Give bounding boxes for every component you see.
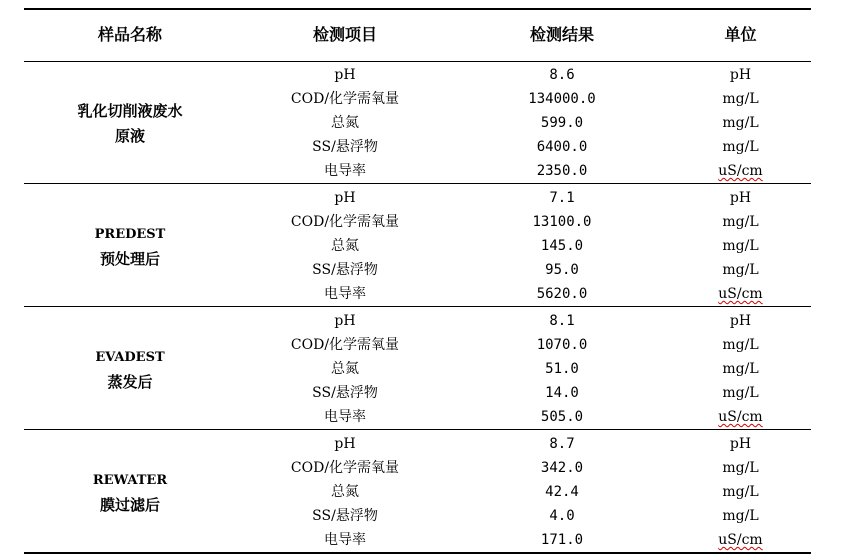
test-item: SS/悬浮物 bbox=[312, 385, 378, 401]
unit-cell bbox=[670, 405, 811, 429]
test-result: 171.0 bbox=[540, 532, 584, 548]
test-result: 599.0 bbox=[540, 115, 584, 131]
test-result: 13100.0 bbox=[532, 214, 592, 230]
test-result: 145.0 bbox=[540, 238, 584, 254]
unit: uS/cm bbox=[718, 409, 763, 425]
test-result: 2350.0 bbox=[536, 163, 588, 179]
test-item: SS/悬浮物 bbox=[312, 262, 378, 278]
test-result: 8.7 bbox=[549, 436, 575, 452]
test-result: 505.0 bbox=[540, 409, 584, 425]
test-result: 134000.0 bbox=[528, 91, 596, 107]
test-result: 1070.0 bbox=[536, 337, 588, 353]
sample-group bbox=[24, 309, 811, 429]
test-item: 总氮 bbox=[331, 484, 359, 500]
sample-name-line1: EVADEST bbox=[95, 350, 165, 365]
test-result: 51.0 bbox=[545, 361, 579, 377]
unit: mg/L bbox=[722, 262, 759, 278]
sample-name bbox=[24, 222, 236, 272]
sample-name-line2: 蒸发后 bbox=[107, 373, 153, 391]
test-result: 4.0 bbox=[549, 508, 575, 524]
test-item: 电导率 bbox=[324, 409, 366, 425]
unit: mg/L bbox=[722, 214, 759, 230]
test-item: SS/悬浮物 bbox=[312, 139, 378, 155]
test-result: 5620.0 bbox=[536, 286, 588, 302]
sample-name-line2: 原液 bbox=[114, 127, 145, 145]
test-result: 6400.0 bbox=[536, 139, 588, 155]
test-item: 电导率 bbox=[324, 163, 366, 179]
test-result: 8.1 bbox=[549, 313, 575, 329]
header-sample-name: 样品名称 bbox=[97, 25, 162, 44]
unit: mg/L bbox=[722, 91, 759, 107]
sample-name-line2: 膜过滤后 bbox=[99, 496, 160, 514]
header-unit: 单位 bbox=[724, 25, 757, 44]
unit: uS/cm bbox=[718, 286, 763, 302]
unit: pH bbox=[729, 436, 752, 452]
test-item: pH bbox=[334, 190, 356, 206]
header-rule bbox=[24, 61, 811, 62]
unit: mg/L bbox=[722, 484, 759, 500]
test-item: pH bbox=[334, 67, 356, 83]
test-item: pH bbox=[334, 436, 356, 452]
unit: pH bbox=[729, 190, 752, 206]
test-item: COD/化学需氧量 bbox=[290, 91, 400, 107]
unit: mg/L bbox=[722, 508, 759, 524]
unit: uS/cm bbox=[718, 532, 763, 548]
unit-cell bbox=[670, 282, 811, 306]
test-item: 总氮 bbox=[331, 238, 359, 254]
test-result: 7.1 bbox=[549, 190, 575, 206]
sample-name-line1: PREDEST bbox=[94, 227, 166, 242]
test-result: 95.0 bbox=[545, 262, 579, 278]
header-test-item: 检测项目 bbox=[312, 25, 377, 44]
sample-group bbox=[24, 63, 811, 183]
test-item: COD/化学需氧量 bbox=[290, 337, 400, 353]
sample-name-line1: 乳化切削液废水 bbox=[77, 102, 183, 120]
unit: uS/cm bbox=[718, 163, 763, 179]
test-item: pH bbox=[334, 313, 356, 329]
header-test-result: 检测结果 bbox=[529, 25, 594, 44]
sample-name bbox=[24, 345, 236, 395]
unit: mg/L bbox=[722, 238, 759, 254]
test-result: 8.6 bbox=[549, 67, 575, 83]
group-divider bbox=[24, 183, 811, 184]
test-item: COD/化学需氧量 bbox=[290, 214, 400, 230]
unit: mg/L bbox=[722, 337, 759, 353]
group-divider bbox=[24, 306, 811, 307]
test-item: 电导率 bbox=[324, 532, 366, 548]
table-bottom-rule bbox=[24, 552, 811, 554]
sample-group bbox=[24, 186, 811, 306]
test-item: 总氮 bbox=[331, 115, 359, 131]
unit: mg/L bbox=[722, 361, 759, 377]
sample-name-line2: 预处理后 bbox=[99, 250, 160, 268]
group-divider bbox=[24, 429, 811, 430]
unit: mg/L bbox=[722, 115, 759, 131]
test-result: 42.4 bbox=[545, 484, 579, 500]
sample-name-line1: REWATER bbox=[92, 473, 168, 488]
unit: mg/L bbox=[722, 385, 759, 401]
test-item: SS/悬浮物 bbox=[312, 508, 378, 524]
test-item: 电导率 bbox=[324, 286, 366, 302]
unit-cell bbox=[670, 159, 811, 183]
test-item: COD/化学需氧量 bbox=[290, 460, 400, 476]
test-item: 总氮 bbox=[331, 361, 359, 377]
sample-name bbox=[24, 468, 236, 518]
unit: pH bbox=[729, 67, 752, 83]
test-result: 14.0 bbox=[545, 385, 579, 401]
unit: mg/L bbox=[722, 460, 759, 476]
unit-cell bbox=[670, 528, 811, 552]
test-result: 342.0 bbox=[540, 460, 584, 476]
unit: mg/L bbox=[722, 139, 759, 155]
sample-name bbox=[24, 99, 236, 149]
sample-group bbox=[24, 432, 811, 552]
unit: pH bbox=[729, 313, 752, 329]
